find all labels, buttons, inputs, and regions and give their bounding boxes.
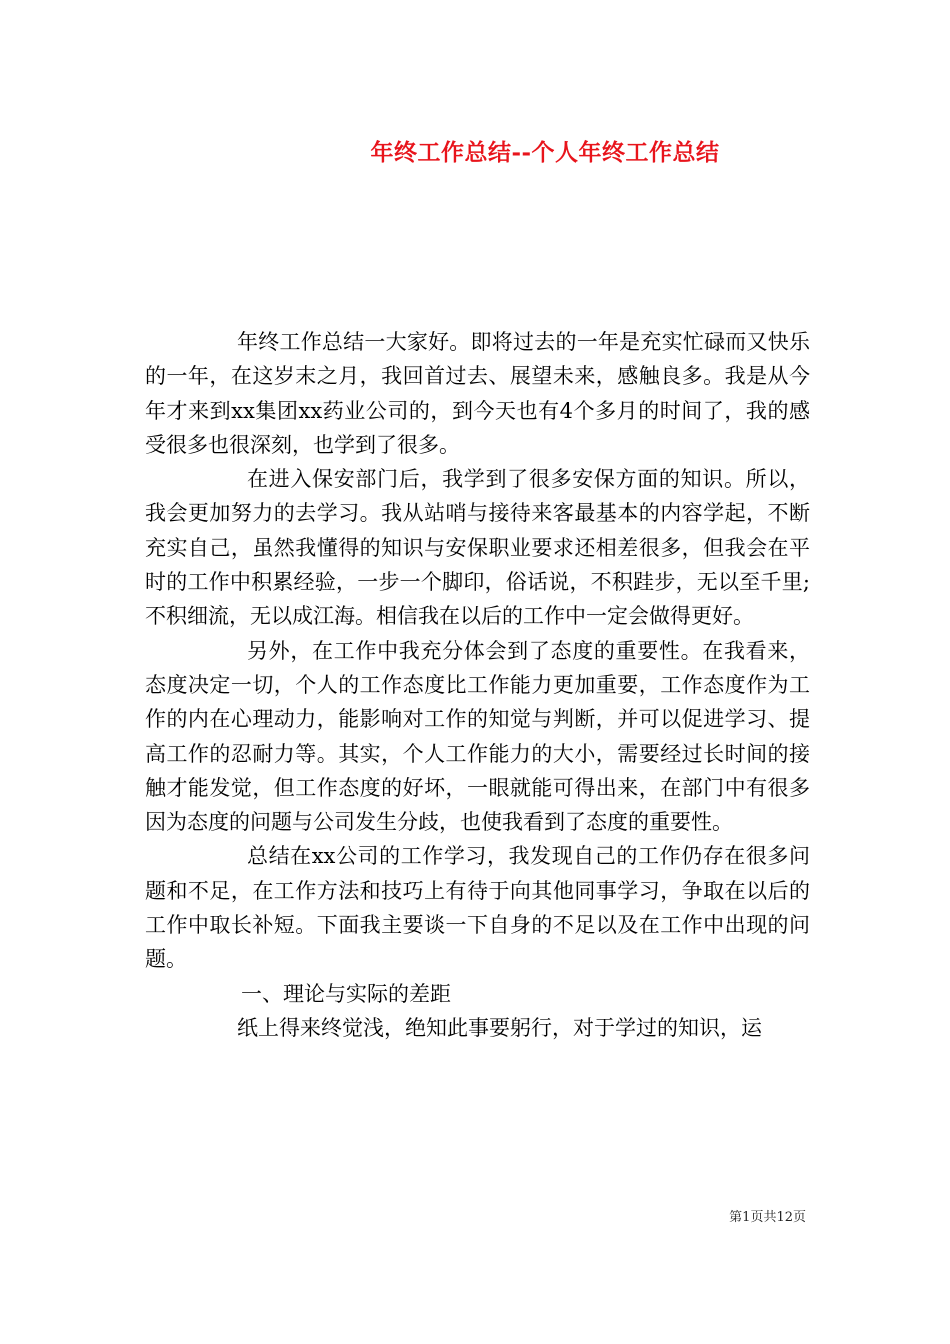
- paragraph-3: 另外，在工作中我充分体会到了态度的重要性。在我看来，态度决定一切，个人的工作态度比工作能力更加重要，工作态度作为工作的内在心理动力，能影响对工作的知觉与判断，并可以促进学习、提高工作的忍耐力等。其实，个人工作能力的大小，需要经过长时间的接触才能发觉，但工作态度的好坏，一眼就能可得出来，在部门中有很多因为态度的问题与公司发生分歧，也使我看到了态度的重要性。: [145, 638, 810, 835]
- paragraph-5: 纸上得来终觉浅，绝知此事要躬行，对于学过的知识，运: [237, 1015, 762, 1040]
- page-number: 第1页共12页: [729, 1210, 806, 1225]
- document-title: 年终工作总结--个人年终工作总结: [370, 139, 720, 166]
- paragraph-2: 在进入保安部门后，我学到了很多安保方面的知识。所以，我会更加努力的去学习。我从站哨与接待来客最基本的内容学起，不断充实自己，虽然我懂得的知识与安保职业要求还相差很多，但我会在平时的工作中积累经验，一步一个脚印，俗话说，不积跬步，无以至千里;不积细流，无以成江海。相信我在以后的工作中一定会做得更好。: [145, 467, 810, 629]
- section-heading: 一、理论与实际的差距: [241, 981, 451, 1006]
- document-body: [145, 325, 810, 1045]
- paragraph-4: 总结在xx公司的工作学习，我发现自己的工作仍存在很多问题和不足，在工作方法和技巧上有待于向其他同事学习，争取在以后的工作中取长补短。下面我主要谈一下自身的不足以及在工作中出现的问题。: [145, 844, 810, 972]
- paragraph-1: 年终工作总结一大家好。即将过去的一年是充实忙碌而又快乐的一年，在这岁末之月，我回首过去、展望未来，感触良多。我是从今年才来到xx集团xx药业公司的，到今天也有4个多月的时间了，我的感受很多也很深刻，也学到了很多。: [145, 330, 810, 457]
